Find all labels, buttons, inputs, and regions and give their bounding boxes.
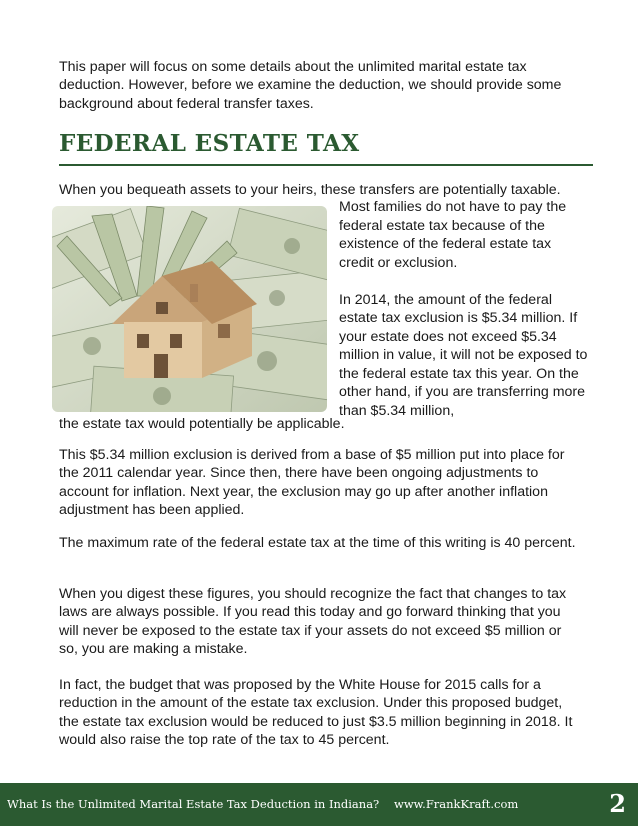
footer-title: What Is the Unlimited Marital Estate Tax Deduction in Indiana? xyxy=(7,797,380,811)
lead-paragraph: When you bequeath assets to your heirs, these transfers are potentially taxable. xyxy=(59,182,561,198)
side-paragraph-1: Most families do not have to pay the federal estate tax because of the existence of the federal estate tax credit or exclusion. xyxy=(339,199,567,271)
paragraph-tax-law-changes: When you digest these figures, you should recognize the fact that changes to tax laws are always possible. If you read this today and go forward thinking that you will never be exposed to the estate tax if your assets do not exceed $5 million or so, you are making a mistake. xyxy=(59,586,567,658)
page-footer xyxy=(0,783,638,826)
heading-rule xyxy=(59,164,593,166)
side-text-column xyxy=(339,198,589,420)
paragraph-max-rate: The maximum rate of the federal estate tax at the time of this writing is 40 percent. xyxy=(59,535,576,551)
intro-paragraph: This paper will focus on some details about the unlimited marital estate tax deduction. However, before we examine the deduction, we should provide some background about federal transfer taxes. xyxy=(59,59,562,112)
page-number: 2 xyxy=(609,789,626,818)
house-money-photo xyxy=(52,206,327,412)
paragraph-exclusion-base: This $5.34 million exclusion is derived from a base of $5 million put into place for the 2011 calendar year. Since then, there have been ongoing adjustments to account for inflation. Next year, the exclusion may go up after another inflation adjustment has been applied. xyxy=(59,447,565,519)
section-heading: FEDERAL ESTATE TAX xyxy=(59,130,360,157)
side-paragraph-2: In 2014, the amount of the federal estate tax exclusion is $5.34 million. If your estate does not exceed $5.34 million in value, it will not be exposed to the federal estate tax this year. On the other hand, if you are transferring more than $5.34 million, xyxy=(339,291,588,419)
paragraph-budget-proposal: In fact, the budget that was proposed by the White House for 2015 calls for a reduction in the amount of the estate tax exclusion. Under this proposed budget, the estate tax exclusion would be reduced to just $3.5 million beginning in 2018. It would also raise the top rate of the tax to 45 percent. xyxy=(59,677,573,749)
footer-url[interactable]: www.FrankKraft.com xyxy=(394,797,519,811)
continuation-line: the estate tax would potentially be applicable. xyxy=(59,416,345,432)
